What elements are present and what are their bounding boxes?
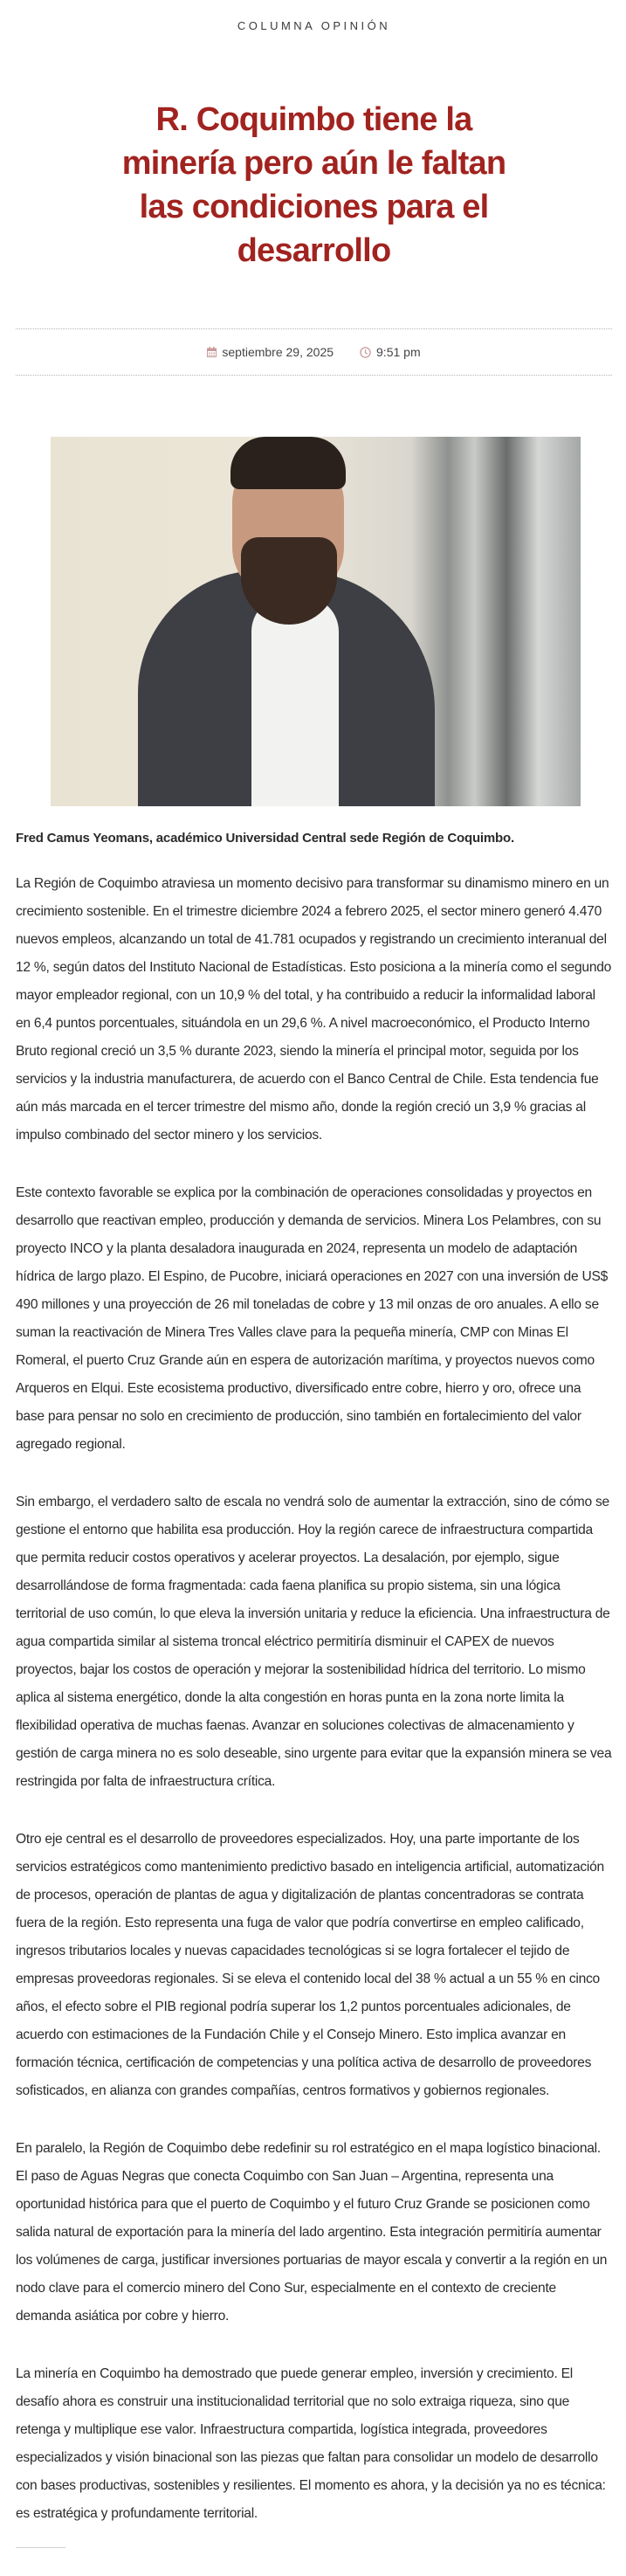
article-title: R. Coquimbo tiene la minería pero aún le faltan las condiciones para el desarrollo — [121, 101, 506, 269]
photo-caption: Fred Camus Yeomans, académico Universidad Central sede Región de Coquimbo. — [16, 831, 514, 846]
paragraph: Este contexto favorable se explica por la combinación de operaciones consolidadas y proyectos en desarrollo que reactivan empleo, producción y demanda de servicios. Minera Los Pelambres, con su proyecto INCO y la planta desaladora inaugurada en 2024, representa un modelo de adaptación hídrica de largo plazo. El Espino, de Pucobre, iniciará operaciones en 2027 con una inversión de US$ 490 millones y una proyección de 26 mil toneladas de cobre y 13 mil onzas de oro anuales. A ello se suman la reactivación de Minera Tres Valles clave para la pequeña minería, CMP con Minas El Romeral, el puerto Cruz Grande aún en espera de autorización marítima, y proyectos nuevos como Arqueros en Elqui. Este ecosistema productivo, diversificado entre cobre, hierro y oro, ofrece una base para pensar no solo en crecimiento de producción, sino también en fortalecimiento del valor agregado regional. — [16, 1185, 609, 1452]
divider — [16, 375, 612, 376]
calendar-icon — [207, 347, 217, 357]
article-body — [16, 870, 612, 2528]
article-meta — [16, 329, 612, 375]
paragraph: La minería en Coquimbo ha demostrado que puede generar empleo, inversión y crecimiento. El desafío ahora es construir una institucionalidad territorial que no solo extraiga riqueza, sino que retenga y multiplique ese valor. Infraestructura compartida, logística integrada, proveedores especializados y visión binacional son las piezas que faltan para consolidar un modelo de desarrollo con bases productivas, sostenibles y resilientes. El momento es ahora, y la decisión ya no es técnica: es estratégica y profundamente territorial. — [16, 2366, 606, 2521]
end-divider — [16, 2547, 65, 2553]
date-text: septiembre 29, 2025 — [222, 345, 334, 359]
paragraph: Sin embargo, el verdadero salto de escala no vendrá solo de aumentar la extracción, sino de cómo se gestione el entorno que habilita esa producción. Hoy la región carece de infraestructura compartida que permita reducir costos operativos y acelerar proyectos. La desalación, por ejemplo, sigue desarrollándose de forma fragmentada: cada faena planifica su propio sistema, sin una lógica territorial de uso común, lo que eleva la inversión unitaria y reduce la eficiencia. Una infraestructura de agua compartida similar al sistema troncal eléctrico permitiría disminuir el CAPEX de nuevos proyectos, bajar los costos de operación y mejorar la sostenibilidad hídrica del territorio. Lo mismo aplica al sistema energético, donde la alta congestión en horas punta en la zona norte limita la flexibilidad operativa de muchas faenas. Avanzar en soluciones colectivas de almacenamiento y gestión de carga minera no es solo deseable, sino urgente para evitar que la expansión minera se vea restringida por falta de infraestructura crítica. — [16, 1495, 612, 1789]
time-text: 9:51 pm — [376, 345, 421, 359]
publish-time — [360, 345, 421, 359]
clock-icon — [360, 347, 371, 358]
paragraph: En paralelo, la Región de Coquimbo debe redefinir su rol estratégico en el mapa logístico binacional. El paso de Aguas Negras que conecta Coquimbo con San Juan – Argentina, representa una oportunidad histórica para que el puerto de Coquimbo y el futuro Cruz Grande se posicionen como salida natural de exportación para la minería del lado argentino. Esta integración permitiría aumentar los volúmenes de carga, justificar inversiones portuarias de mayor escala y convertir a la región en un nodo clave para el comercio minero del Cono Sur, especialmente en el contexto de creciente demanda asiática por cobre y hierro. — [16, 2141, 608, 2324]
publish-date — [207, 345, 334, 359]
author-photo — [51, 437, 581, 806]
category-label[interactable]: COLUMNA OPINIÓN — [237, 19, 391, 32]
paragraph: La Región de Coquimbo atraviesa un momento decisivo para transformar su dinamismo minero en un crecimiento sostenible. En el trimestre diciembre 2024 a febrero 2025, el sector minero generó 4.470 nuevos empleos, alcanzando un total de 41.781 ocupados y registrando un crecimiento interanual del 12 %, según datos del Instituto Nacional de Estadísticas. Esto posiciona a la minería como el segundo mayor empleador regional, con un 10,9 % del total, y ha contribuido a reducir la informalidad laboral en 6,4 puntos porcentuales, situándola en un 29,6 %. A nivel macroeconómico, el Producto Interno Bruto regional creció un 3,5 % durante 2023, siendo la minería el principal motor, seguida por los servicios y la industria manufacturera, de acuerdo con el Banco Central de Chile. Esta tendencia fue aún más marcada en el tercer trimestre del mismo año, donde la región creció un 3,9 % gracias al impulso combinado del sector minero y los servicios. — [16, 876, 612, 1143]
paragraph: Otro eje central es el desarrollo de proveedores especializados. Hoy, una parte importante de los servicios estratégicos como mantenimiento predictivo basado en inteligencia artificial, automatización de procesos, operación de plantas de agua y digitalización de plantas concentradoras se contrata fuera de la región. Esto representa una fuga de valor que podría convertirse en empleo calificado, ingresos tributarios locales y nuevas capacidades tecnológicas si se logra fortalecer el tejido de empresas proveedoras regionales. Si se eleva el contenido local del 38 % actual a un 55 % en cinco años, el efecto sobre el PIB regional podría superar los 1,2 puntos porcentuales adicionales, de acuerdo con estimaciones de la Fundación Chile y el Consejo Minero. Esto implica avanzar en formación técnica, certificación de competencias y una política activa de desarrollo de proveedores sofisticados, en alianza con grandes compañías, centros formativos y gobiernos regionales. — [16, 1832, 604, 2098]
